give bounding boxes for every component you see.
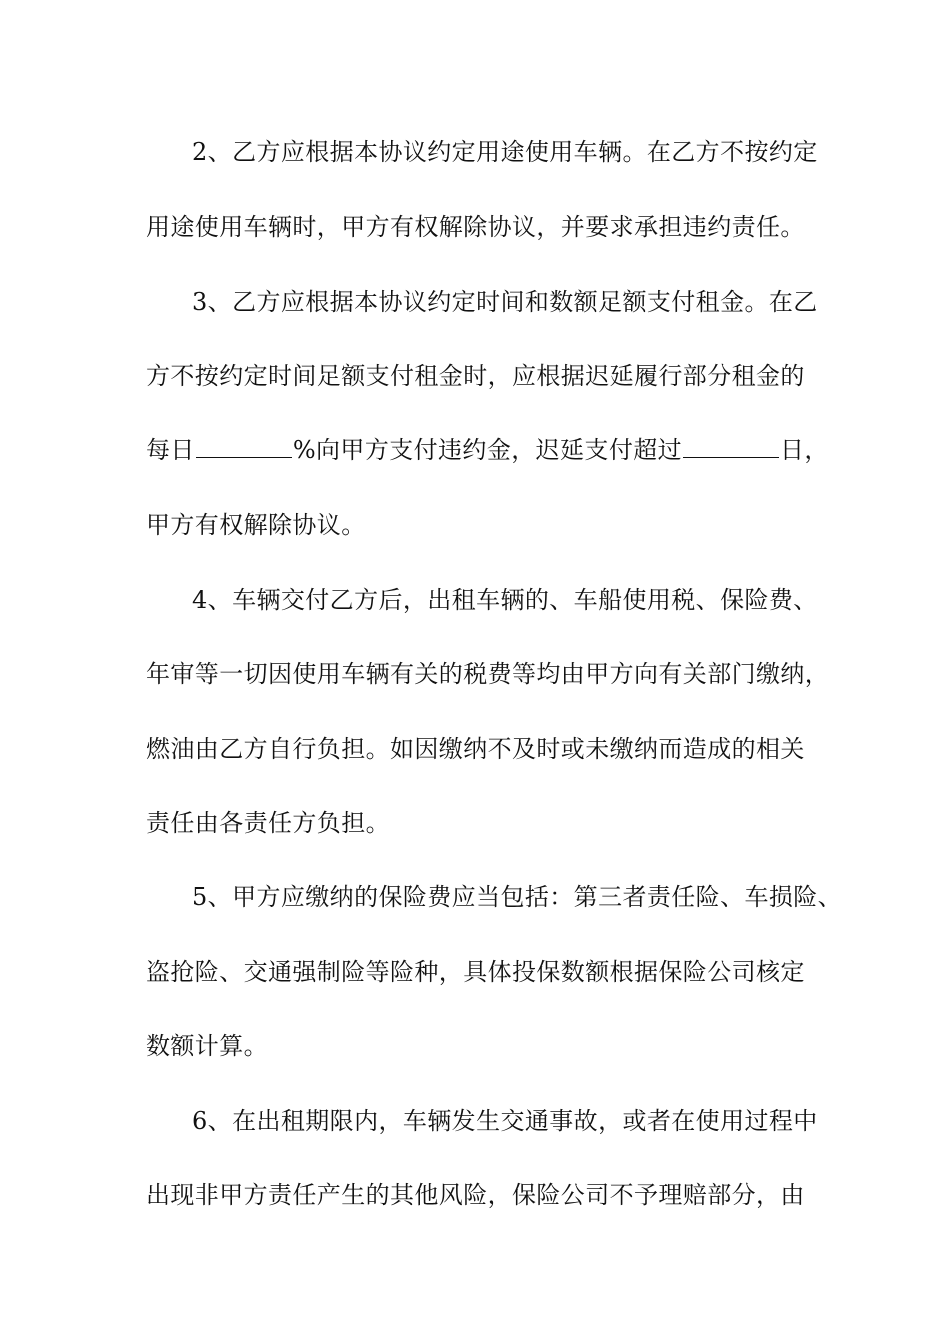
- text-segment: 日，: [780, 436, 829, 464]
- fill-in-blank-rate: [196, 431, 292, 458]
- text-segment: %向甲方支付违约金，迟延支付超过: [292, 436, 683, 464]
- paragraph-4-line-1: 4、车辆交付乙方后，出租车辆的、车船使用税、保险费、: [192, 586, 818, 614]
- paragraph-6-line-2: 出现非甲方责任产生的其他风险，保险公司不予理赔部分，由: [146, 1181, 805, 1209]
- paragraph-2-line-1: 2、乙方应根据本协议约定用途使用车辆。在乙方不按约定: [192, 138, 818, 166]
- paragraph-2-line-2: 用途使用车辆时，甲方有权解除协议，并要求承担违约责任。: [146, 213, 805, 241]
- paragraph-4-line-4: 责任由各责任方负担。: [146, 809, 390, 837]
- paragraph-4-line-3: 燃油由乙方自行负担。如因缴纳不及时或未缴纳而造成的相关: [146, 735, 805, 763]
- paragraph-4-line-2: 年审等一切因使用车辆有关的税费等均由甲方向有关部门缴纳，: [146, 660, 830, 688]
- paragraph-5-line-1: 5、甲方应缴纳的保险费应当包括：第三者责任险、车损险、: [192, 883, 843, 911]
- paragraph-3-line-3: [146, 430, 829, 470]
- paragraph-5-line-2: 盗抢险、交通强制险等险种，具体投保数额根据保险公司核定: [146, 958, 805, 986]
- paragraph-5-line-3: 数额计算。: [146, 1032, 268, 1060]
- paragraph-6-line-1: 6、在出租期限内，车辆发生交通事故，或者在使用过程中: [192, 1107, 818, 1135]
- fill-in-blank-days: [683, 431, 779, 458]
- paragraph-3-line-4: 甲方有权解除协议。: [146, 511, 366, 539]
- paragraph-3-line-1: 3、乙方应根据本协议约定时间和数额足额支付租金。在乙: [192, 288, 818, 316]
- paragraph-3-line-2: 方不按约定时间足额支付租金时，应根据迟延履行部分租金的: [146, 362, 805, 390]
- text-segment: 每日: [146, 436, 195, 464]
